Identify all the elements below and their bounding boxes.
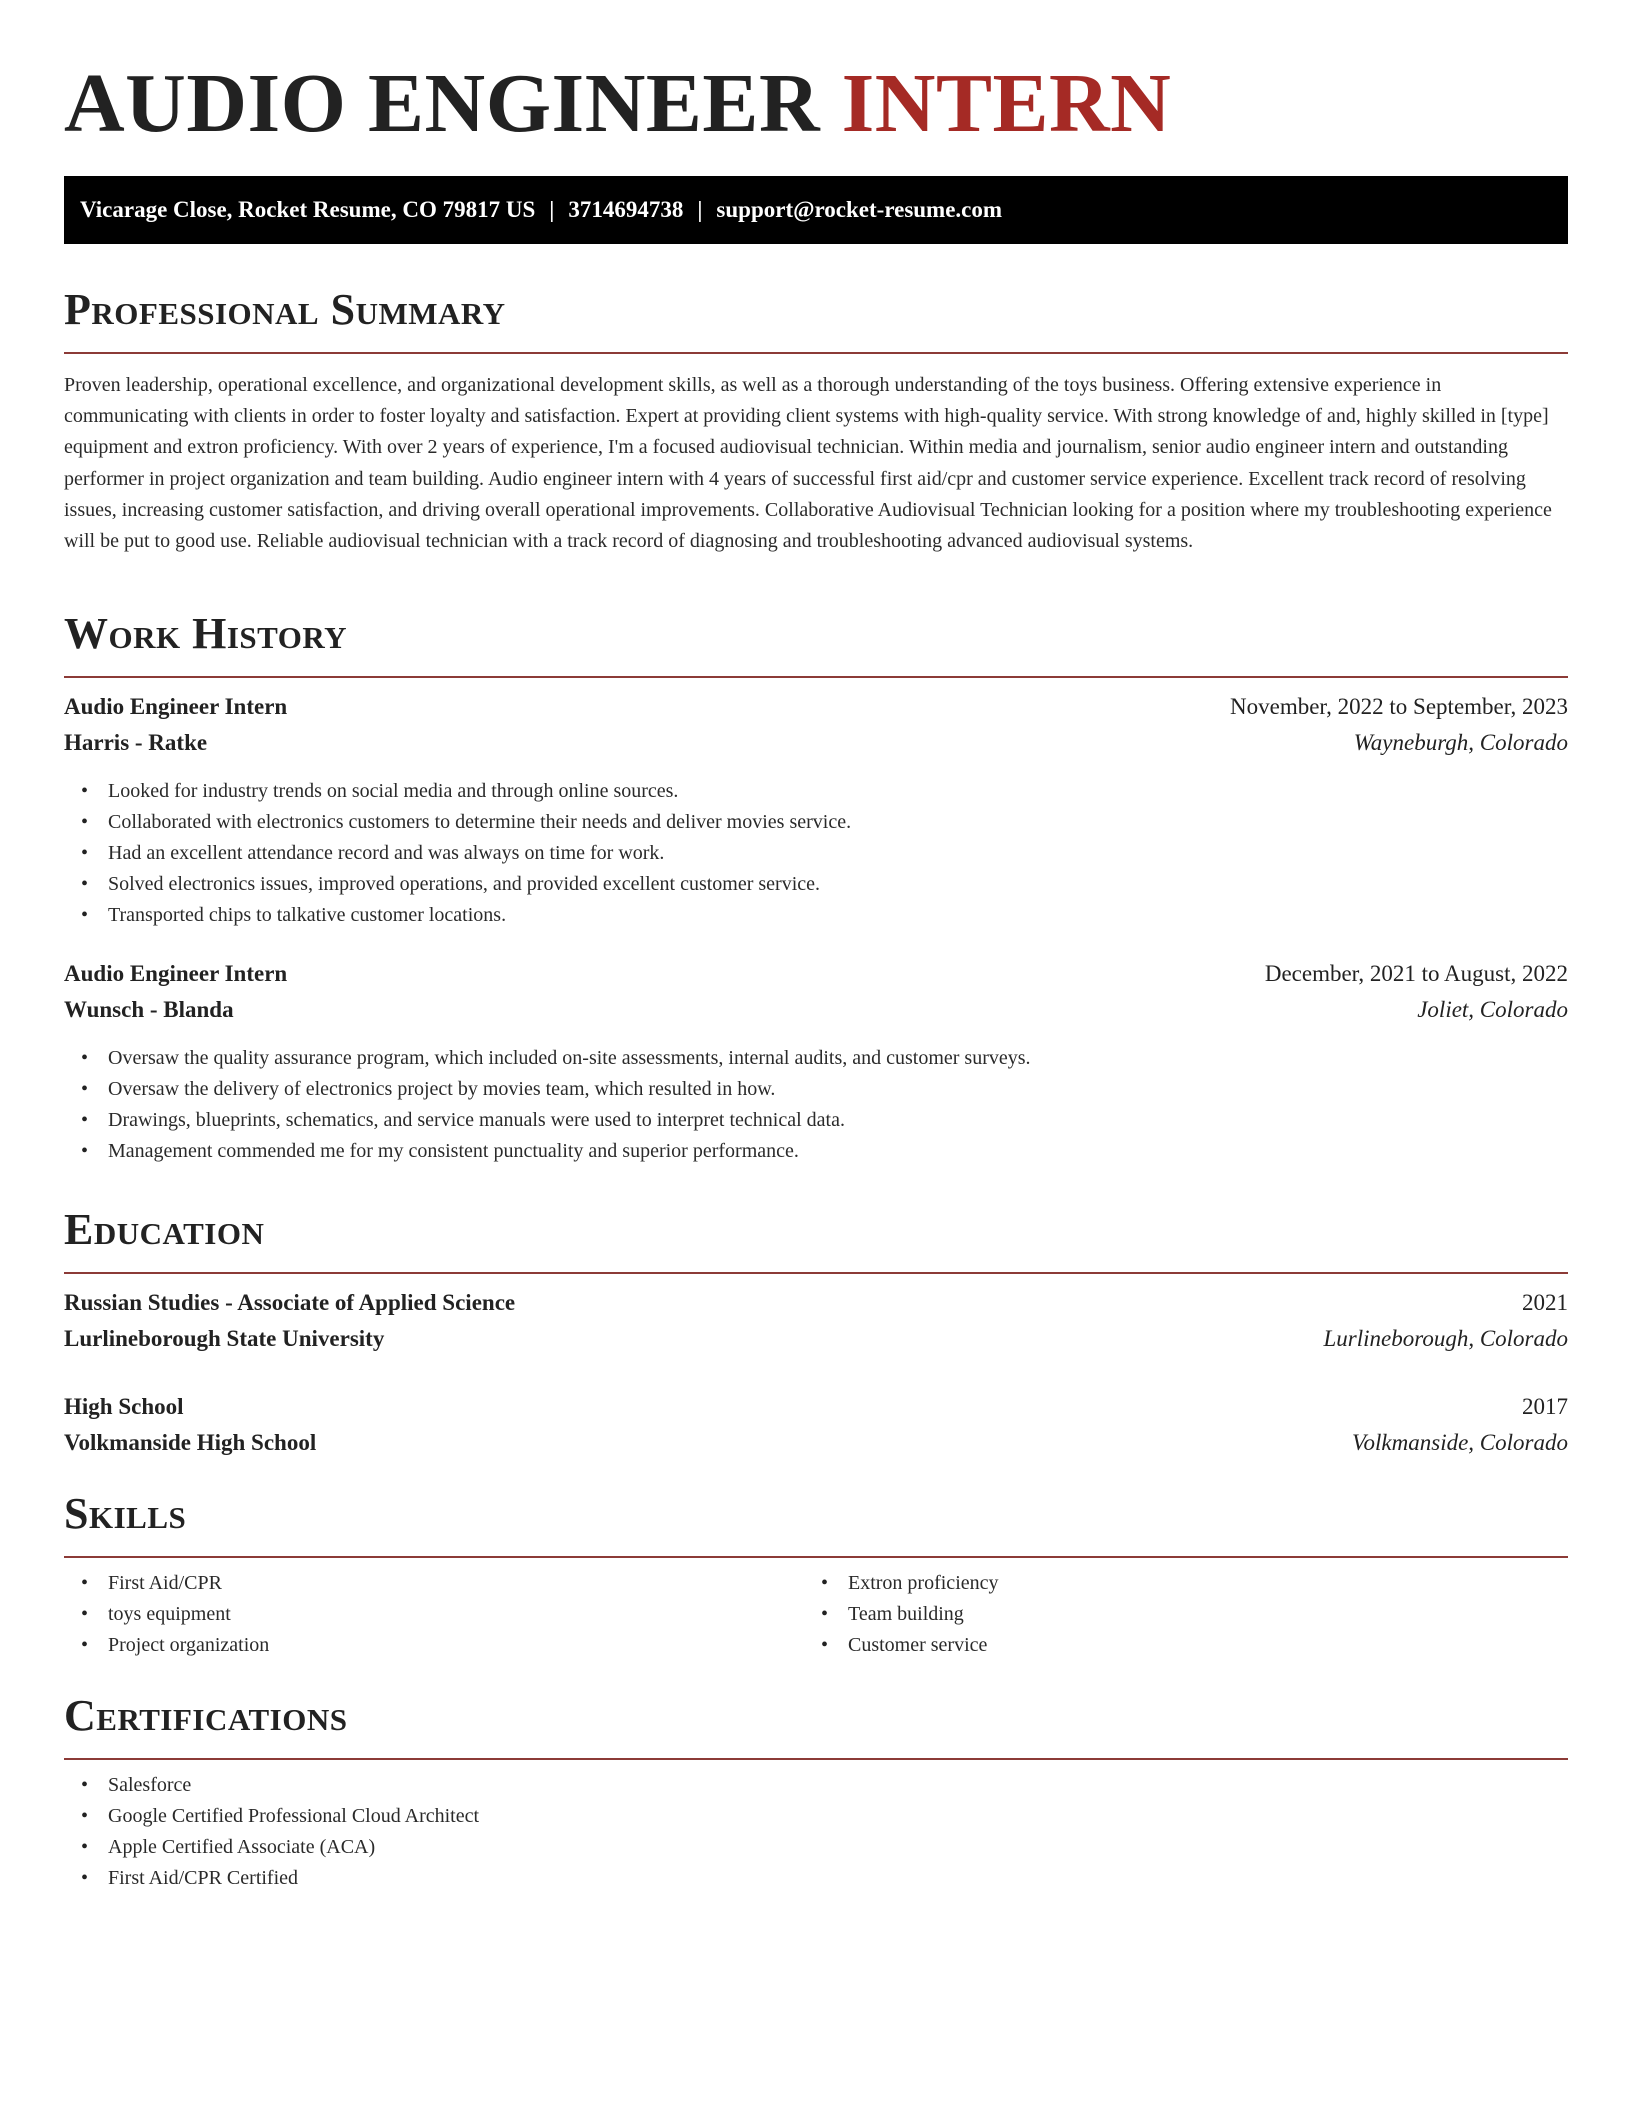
- education-year: 2017: [1522, 1394, 1568, 1419]
- list-item: • Team building: [804, 1599, 1544, 1630]
- job-bullets: [64, 776, 1568, 931]
- job-title: Audio Engineer Intern: [64, 961, 288, 986]
- job-location: Wayneburgh, Colorado: [1353, 730, 1568, 755]
- list-item: • Customer service: [804, 1630, 1544, 1661]
- certifications-section: [64, 1690, 1568, 1894]
- job-entry: [64, 961, 1568, 1167]
- contact-address: Vicarage Close, Rocket Resume, CO 79817 US: [80, 197, 536, 222]
- job-company: Harris - Ratke: [64, 730, 208, 755]
- contact-email: support@rocket-resume.com: [716, 197, 1003, 222]
- list-item: • Collaborated with electronics customers to determine their needs and deliver movies service.: [64, 807, 1568, 838]
- skills-list-right: [804, 1568, 1544, 1661]
- job-bullets: [64, 1043, 1568, 1167]
- education-entry: [64, 1290, 1568, 1362]
- section-divider: [64, 1272, 1568, 1274]
- education-degree-row: [64, 1394, 1568, 1430]
- job-dates: December, 2021 to August, 2022: [1264, 961, 1568, 986]
- contact-separator: |: [697, 197, 703, 222]
- skills-section: [64, 1488, 1568, 1661]
- education-degree-row: [64, 1290, 1568, 1326]
- job-company: Wunsch - Blanda: [64, 997, 234, 1022]
- job-dates: November, 2022 to September, 2023: [1230, 694, 1568, 719]
- skills-heading: Skills: [64, 1489, 187, 1538]
- contact-bar: [64, 176, 1568, 244]
- section-divider: [64, 1556, 1568, 1558]
- section-divider: [64, 676, 1568, 678]
- summary-section: [64, 284, 1568, 557]
- education-section: [64, 1204, 1568, 1466]
- job-company-row: [64, 997, 1568, 1033]
- list-item: • toys equipment: [64, 1599, 804, 1630]
- education-degree: High School: [64, 1394, 184, 1419]
- education-school: Lurlineborough State University: [64, 1326, 385, 1351]
- skills-columns: [64, 1568, 1568, 1661]
- job-entry: [64, 694, 1568, 931]
- job-header-row: [64, 961, 1568, 997]
- education-school-row: [64, 1430, 1568, 1466]
- list-item: • Solved electronics issues, improved operations, and provided excellent customer service.: [64, 869, 1568, 900]
- education-school-row: [64, 1326, 1568, 1362]
- list-item: • Had an excellent attendance record and was always on time for work.: [64, 838, 1568, 869]
- title-accent: INTERN: [841, 57, 1172, 150]
- list-item: • Extron proficiency: [804, 1568, 1544, 1599]
- certifications-list: [64, 1770, 1568, 1894]
- job-header-row: [64, 694, 1568, 730]
- contact-phone: 3714694738: [568, 197, 684, 222]
- list-item: • Oversaw the quality assurance program, which included on-site assessments, internal audits, and customer surveys.: [64, 1043, 1568, 1074]
- summary-heading: Professional Summary: [64, 285, 506, 334]
- title-main: AUDIO ENGINEER: [64, 57, 842, 150]
- job-company-row: [64, 730, 1568, 766]
- contact-separator: |: [549, 197, 555, 222]
- section-divider: [64, 1758, 1568, 1760]
- education-heading: Education: [64, 1205, 265, 1254]
- resume-page: [64, 0, 1568, 1889]
- education-school: Volkmanside High School: [64, 1430, 317, 1455]
- list-item: • Looked for industry trends on social media and through online sources.: [64, 776, 1568, 807]
- education-entry: [64, 1394, 1568, 1466]
- list-item: • Apple Certified Associate (ACA): [64, 1832, 1568, 1863]
- skills-list-left: [64, 1568, 804, 1661]
- list-item: • First Aid/CPR Certified: [64, 1863, 1568, 1894]
- list-item: • Google Certified Professional Cloud Architect: [64, 1801, 1568, 1832]
- list-item: • Drawings, blueprints, schematics, and service manuals were used to interpret technical data.: [64, 1105, 1568, 1136]
- list-item: • Salesforce: [64, 1770, 1568, 1801]
- summary-text: Proven leadership, operational excellence, and organizational development skills, as well as a thorough understanding of the toys business. Offering extensive experience in communicating with clients in order to foster loyalty and satisfaction. Expert at providing client systems with high-quality service. With strong knowledge of and, highly skilled in [type] equipment and extron proficiency. With over 2 years of experience, I'm a focused audiovisual technician. Within media and journalism, senior audio engineer intern and outstanding performer in project organization and team building. Audio engineer intern with 4 years of successful first aid/cpr and customer service experience. Excellent track record of resolving issues, increasing customer satisfaction, and driving overall operational improvements. Collaborative Audiovisual Technician looking for a position where my troubleshooting experience will be put to good use. Reliable audiovisual technician with a track record of diagnosing and troubleshooting advanced audiovisual systems.: [64, 374, 1552, 553]
- job-title: Audio Engineer Intern: [64, 694, 288, 719]
- education-location: Lurlineborough, Colorado: [1323, 1326, 1568, 1351]
- list-item: • Transported chips to talkative customer locations.: [64, 900, 1568, 931]
- resume-title: [64, 56, 1568, 152]
- section-divider: [64, 352, 1568, 354]
- education-degree: Russian Studies - Associate of Applied Science: [64, 1290, 516, 1315]
- list-item: • Oversaw the delivery of electronics project by movies team, which resulted in how.: [64, 1074, 1568, 1105]
- job-location: Joliet, Colorado: [1417, 997, 1568, 1022]
- list-item: • First Aid/CPR: [64, 1568, 804, 1599]
- list-item: • Project organization: [64, 1630, 804, 1661]
- work-history-section: [64, 608, 1568, 1167]
- certifications-heading: Certifications: [64, 1691, 348, 1740]
- work-history-heading: Work History: [64, 609, 348, 658]
- list-item: • Management commended me for my consistent punctuality and superior performance.: [64, 1136, 1568, 1167]
- education-year: 2021: [1522, 1290, 1568, 1315]
- education-location: Volkmanside, Colorado: [1352, 1430, 1568, 1455]
